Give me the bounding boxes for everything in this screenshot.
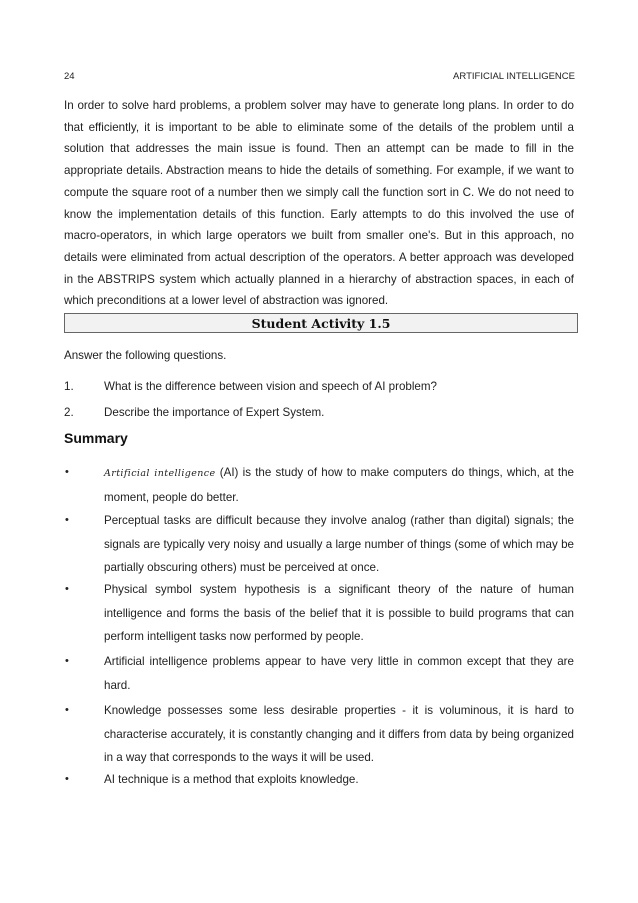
question-text: What is the difference between vision and speech of AI problem?: [104, 380, 437, 393]
summary-bullet-text: AI technique is a method that exploits knowledge.: [104, 773, 359, 786]
question-number: 2.: [64, 406, 74, 419]
summary-bullet-text: Perceptual tasks are difficult because they involve analog (rather than digital) signals; the signals are typically very noisy and usually a large number of things (some of which may be partially obscuring others) must be perceived at once.: [104, 514, 574, 574]
body-paragraph: In order to solve hard problems, a problem solver may have to generate long plans. In order to do that efficiently, it is important to be able to eliminate some of the details of the problem until a solution that addresses the main issue is found. Then an attempt can be made to fill in the appropriate details. Abstraction means to hide the details of something. For example, if we want to compute the square root of a number then we simply call the function sort in C. We do not need to know the implementation details of this function. Early attempts to do this involved the use of macro-operators, in which large operators we built from smaller one's. But in this approach, no details were eliminated from actual description of the operators. A better approach was developed in the ABSTRIPS system which actually planned in a hierarchy of abstraction spaces, in each of which preconditions at a lower level of abstraction was ignored.: [64, 99, 574, 308]
summary-heading: Summary: [64, 430, 128, 446]
summary-bullet-text: Artificial intelligence problems appear to have very little in common except that they are hard.: [104, 655, 574, 692]
summary-bullet-text: [104, 461, 574, 509]
bullet-marker: •: [65, 773, 69, 785]
activity-intro: Answer the following questions.: [64, 349, 227, 362]
student-activity-title: Student Activity 1.5: [251, 315, 391, 331]
student-activity-box: [64, 313, 578, 333]
question-number: 1.: [64, 380, 74, 393]
summary-bullet-text: Knowledge possesses some less desirable properties - it is voluminous, it is hard to characterise accurately, it is constantly changing and it differs from data by being organized in a way that corresponds to the ways it will be used.: [104, 704, 574, 764]
summary-bullet-text: Physical symbol system hypothesis is a significant theory of the nature of human intelligence and forms the basis of the belief that it is possible to build programs that can perform intelligent tasks now performed by people.: [104, 583, 574, 643]
running-title: ARTIFICIAL INTELLIGENCE: [453, 71, 575, 82]
bullet-marker: •: [65, 583, 69, 595]
page-header: [64, 71, 575, 85]
bullet-marker: •: [65, 704, 69, 716]
summary-bullet-rest: (AI) is the study of how to make computers do things, which, at the moment, people do better.: [104, 466, 574, 504]
bullet-marker: •: [65, 655, 69, 667]
page-number: 24: [64, 71, 75, 82]
ai-term: Artificial intelligence: [104, 468, 216, 479]
bullet-marker: •: [65, 514, 69, 526]
bullet-marker: •: [65, 466, 69, 478]
question-text: Describe the importance of Expert System.: [104, 406, 325, 419]
